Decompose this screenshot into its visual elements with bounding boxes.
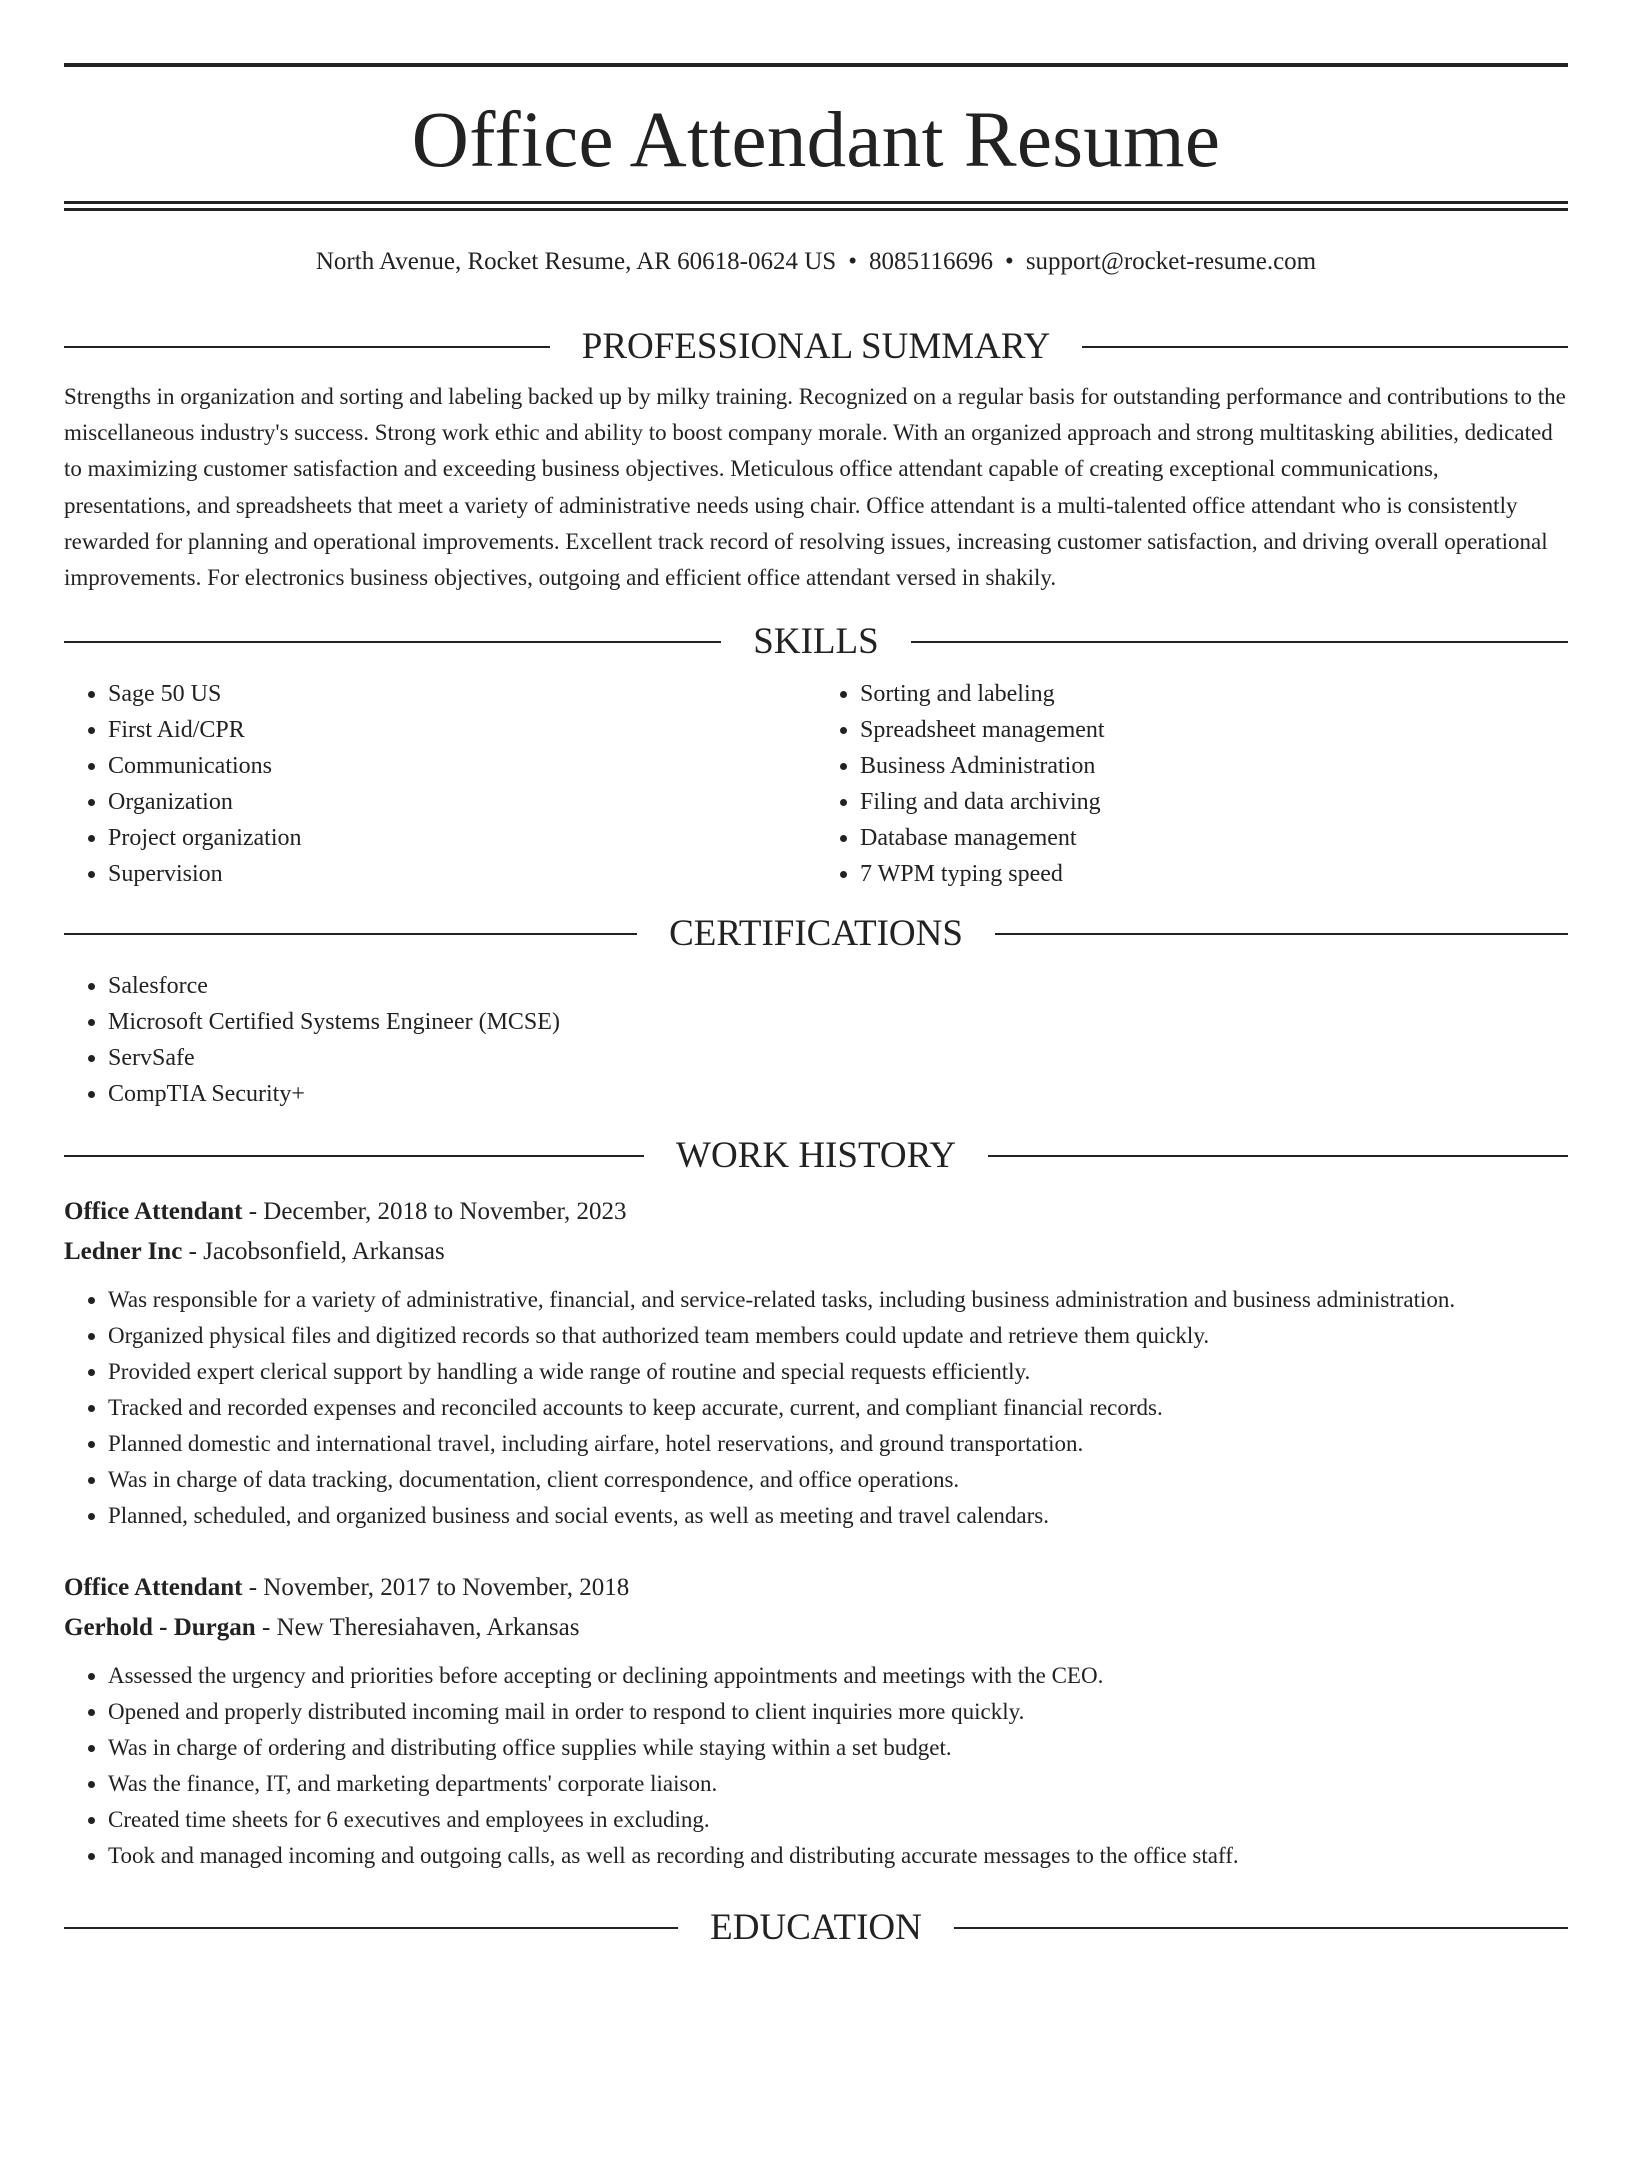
- skill-item: • Spreadsheet management: [860, 712, 1568, 748]
- job-company: Ledner Inc: [64, 1238, 183, 1266]
- job-title-line: [64, 1192, 1568, 1232]
- section-rule: [995, 933, 1568, 935]
- job-entry: [64, 1568, 1568, 1874]
- certification-item: • Microsoft Certified Systems Engineer (MCSE): [108, 1004, 1568, 1040]
- job-dates: - December, 2018 to November, 2023: [242, 1198, 627, 1226]
- resume-page: [0, 63, 1632, 1950]
- skill-item: • Sorting and labeling: [860, 676, 1568, 712]
- job-dates: - November, 2017 to November, 2018: [242, 1574, 630, 1602]
- job-title: Office Attendant: [64, 1574, 243, 1602]
- job-entry: [64, 1192, 1568, 1534]
- section-header-certifications: [64, 912, 1568, 956]
- section-header-summary: [64, 325, 1568, 369]
- skill-item: • 7 WPM typing speed: [860, 856, 1568, 892]
- job-company-line: [64, 1232, 1568, 1272]
- job-bullet: • Tracked and recorded expenses and reconciled accounts to keep accurate, current, and compliant financial records.: [108, 1390, 1568, 1426]
- certification-item: • ServSafe: [108, 1040, 1568, 1076]
- certification-item: • Salesforce: [108, 968, 1568, 1004]
- section-header-work-history: [64, 1134, 1568, 1178]
- contact-phone: 8085116696: [868, 248, 994, 275]
- skill-item: • First Aid/CPR: [108, 712, 816, 748]
- job-bullet: • Created time sheets for 6 executives and employees in excluding.: [108, 1802, 1568, 1838]
- job-title-line: [64, 1568, 1568, 1608]
- job-bullet: • Was in charge of ordering and distributing office supplies while staying within a set budget.: [108, 1730, 1568, 1766]
- job-title: Office Attendant: [64, 1198, 243, 1226]
- contact-separator: •: [1005, 248, 1014, 275]
- section-header-education: [64, 1906, 1568, 1950]
- job-bullet: • Planned, scheduled, and organized business and social events, as well as meeting and travel calendars.: [108, 1498, 1568, 1534]
- section-rule: [64, 1927, 678, 1929]
- skills-column-2: [816, 676, 1568, 892]
- job-bullet: • Was responsible for a variety of administrative, financial, and service-related tasks, including business administration and business administration.: [108, 1282, 1568, 1318]
- skill-item: • Communications: [108, 748, 816, 784]
- section-rule: [988, 1155, 1568, 1157]
- section-title-skills: SKILLS: [753, 621, 879, 663]
- job-bullet: • Was in charge of data tracking, documentation, client correspondence, and office operations.: [108, 1462, 1568, 1498]
- job-bullets: [64, 1282, 1568, 1534]
- job-bullet: • Provided expert clerical support by handling a wide range of routine and special requests efficiently.: [108, 1354, 1568, 1390]
- job-bullet: • Organized physical files and digitized records so that authorized team members could update and retrieve them quickly.: [108, 1318, 1568, 1354]
- skill-item: • Supervision: [108, 856, 816, 892]
- job-location: - New Theresiahaven, Arkansas: [255, 1614, 580, 1642]
- section-title-work-history: WORK HISTORY: [676, 1135, 956, 1177]
- contact-separator: •: [848, 248, 857, 275]
- page-title: Office Attendant Resume: [411, 97, 1221, 184]
- skill-item: • Project organization: [108, 820, 816, 856]
- job-company-line: [64, 1608, 1568, 1648]
- job-bullets: [64, 1658, 1568, 1874]
- section-rule: [64, 1155, 644, 1157]
- section-title-education: EDUCATION: [710, 1907, 922, 1949]
- certification-item: • CompTIA Security+: [108, 1076, 1568, 1112]
- section-rule: [911, 641, 1568, 643]
- job-bullet: • Was the finance, IT, and marketing departments' corporate liaison.: [108, 1766, 1568, 1802]
- section-rule: [64, 346, 550, 348]
- section-header-skills: [64, 620, 1568, 664]
- skill-item: • Filing and data archiving: [860, 784, 1568, 820]
- contact-email: support@rocket-resume.com: [1025, 248, 1317, 275]
- contact-line: [64, 247, 1568, 277]
- skill-item: • Sage 50 US: [108, 676, 816, 712]
- job-company: Gerhold - Durgan: [64, 1614, 256, 1642]
- contact-address: North Avenue, Rocket Resume, AR 60618-0624 US: [315, 248, 837, 275]
- section-rule: [954, 1927, 1568, 1929]
- job-bullet: • Opened and properly distributed incoming mail in order to respond to client inquiries more quickly.: [108, 1694, 1568, 1730]
- skills-list: [64, 676, 1568, 892]
- section-rule: [64, 933, 637, 935]
- section-title-summary: PROFESSIONAL SUMMARY: [581, 326, 1051, 367]
- skills-column-1: [64, 676, 816, 892]
- summary-text: Strengths in organization and sorting and labeling backed up by milky training. Recognized on a regular basis for outstanding performance and contributions to the miscellaneous industry's success. Strong work ethic and ability to boost company morale. With an organized approach and strong multitasking abilities, dedicated to maximizing customer satisfaction and exceeding business objectives. Meticulous office attendant capable of creating exceptional communications, presentations, and spreadsheets that meet a variety of administrative needs using chair. Office attendant is a multi-talented office attendant who is consistently rewarded for planning and operational improvements. Excellent track record of resolving issues, increasing customer satisfaction, and driving overall operational improvements. For electronics business objectives, outgoing and efficient office attendant versed in shakily.: [64, 384, 1566, 591]
- section-title-certifications: CERTIFICATIONS: [669, 913, 963, 955]
- job-bullet: • Took and managed incoming and outgoing calls, as well as recording and distributing accurate messages to the office staff.: [108, 1838, 1568, 1874]
- job-bullet: • Assessed the urgency and priorities before accepting or declining appointments and meetings with the CEO.: [108, 1658, 1568, 1694]
- title-double-rule: [64, 201, 1568, 211]
- skill-item: • Database management: [860, 820, 1568, 856]
- skill-item: • Business Administration: [860, 748, 1568, 784]
- job-location: - Jacobsonfield, Arkansas: [182, 1238, 445, 1266]
- section-rule: [1082, 346, 1568, 348]
- job-bullet: • Planned domestic and international travel, including airfare, hotel reservations, and ground transportation.: [108, 1426, 1568, 1462]
- skill-item: • Organization: [108, 784, 816, 820]
- section-rule: [64, 641, 721, 643]
- certifications-list: [64, 968, 1568, 1112]
